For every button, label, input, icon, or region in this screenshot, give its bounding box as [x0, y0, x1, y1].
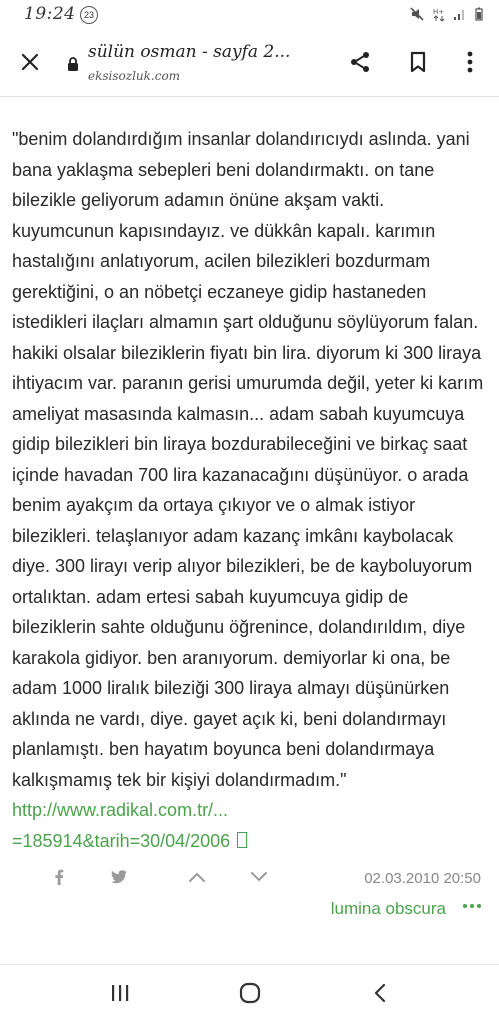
status-bar [0, 0, 499, 32]
entry-footer [0, 864, 499, 924]
close-icon [20, 52, 40, 77]
bookmark-button[interactable] [398, 44, 438, 84]
upvote-button[interactable] [186, 868, 208, 890]
battery-icon [475, 7, 483, 26]
notification-count-badge: 23 [80, 6, 98, 24]
back-button[interactable] [360, 979, 400, 1011]
back-icon [373, 983, 387, 1008]
more-options-button[interactable] [450, 44, 490, 84]
twitter-share-button[interactable] [108, 868, 130, 890]
entry-text: "benim dolandırdığım insanlar dolandırıcıydı aslında. yani bana yaklaşma sebepleri beni dolandırmaktı. on tane bilezikle geliyorum adamın önüne akşam vakti. kuyumcunun kapısındayız. ve dükkân kapalı. karımın hastalığını anlatıyorum, acilen bilezikleri bozdurmam gerektiğini, o an nöbetçi eczaneye gidip hastaneden istedikleri ilaçları almamın şart olduğunu söylüyorum falan. hakiki olsalar bileziklerin fiyatı bin lira. diyorum ki 300 liraya ihtiyacım var. paranın gerisi umurumda değil, yeter ki karım ameliyat masasında kalmasın... adam sabah kuyumcuya gidip bilezikleri bin liraya bozdurabileceğini ve birkaç saat içinde havadan 700 lira kazanacağını düşünüyor. o arada benim ayakçım da ortaya çıkıyor ve o almak istiyor bilezikleri. telaşlanıyor adam kazanç imkânı kaybolacak diye. 300 lirayı verip alıyor bilezikleri, be de kayboluyorum ortalıktan. adam ertesi sabah kuyumcuya gidip de bileziklerin sahte olduğunu öğrenince, dolandırıldım, diye karakola gidiyor. ben aranıyorum. demiyorlar ki ona, be adam 1000 liralık bileziği 300 liraya almayı düşünürken aklında ne vardı, diye. gayet açık ki, beni dolandırmayı planlamıştı. ben hayatım boyunca beni dolandırmaya kalkışmamış tek bir kişiyi dolandırmadım." [12, 129, 484, 790]
svg-text:H+: H+ [433, 8, 445, 16]
entry-link-line2 [12, 826, 488, 857]
close-button[interactable] [10, 44, 50, 84]
system-nav-bar [0, 964, 499, 1025]
page-domain: eksisozluk.com [88, 69, 181, 83]
entry-date[interactable]: 02.03.2010 20:50 [364, 870, 481, 887]
share-icon [348, 50, 372, 79]
mute-icon [409, 6, 425, 27]
facebook-icon [54, 869, 64, 890]
downvote-icon [250, 870, 268, 888]
data-icon [433, 6, 445, 27]
downvote-button[interactable] [248, 868, 270, 890]
page-title: sülün osman - sayfa 2... [88, 42, 291, 62]
entry-link-line1: http://www.radikal.com.tr/... [12, 800, 229, 820]
external-link-icon [237, 832, 247, 848]
status-icons [409, 6, 483, 27]
home-button[interactable] [230, 979, 270, 1011]
twitter-icon [111, 870, 127, 889]
more-vert-icon [467, 51, 473, 78]
facebook-share-button[interactable] [48, 868, 70, 890]
entry-content [12, 124, 488, 857]
entry-link[interactable] [12, 795, 488, 857]
entry-link-line2-text: =185914&tarih=30/04/2006 [12, 831, 231, 851]
browser-toolbar [0, 32, 499, 97]
signal-icon [453, 7, 467, 26]
more-horiz-icon[interactable] [463, 904, 481, 908]
entry-author[interactable]: lumina obscura [330, 899, 446, 918]
lock-icon [66, 56, 80, 77]
share-button[interactable] [340, 44, 380, 84]
status-time: 19:24 [24, 4, 76, 24]
home-icon [239, 982, 261, 1009]
recent-apps-icon [110, 984, 130, 1007]
recent-apps-button[interactable] [100, 979, 140, 1011]
upvote-icon [188, 870, 206, 888]
bookmark-icon [408, 51, 428, 78]
